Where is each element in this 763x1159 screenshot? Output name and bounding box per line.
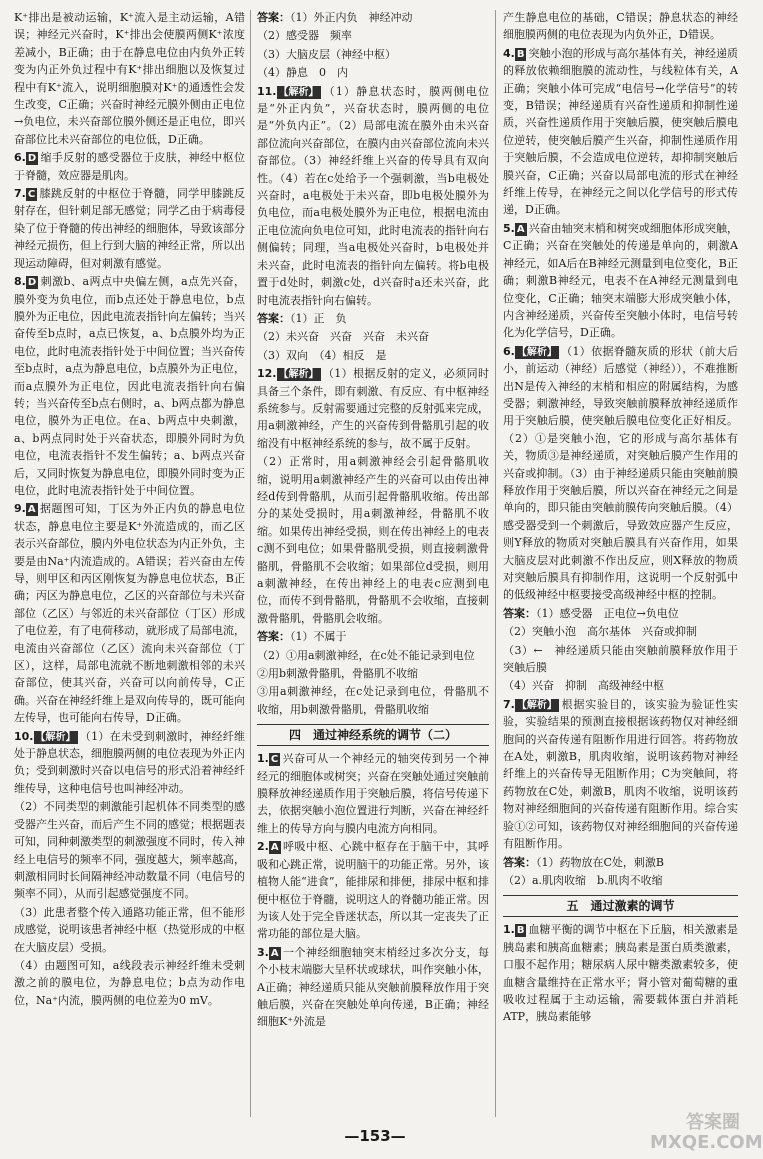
question-number: 12. xyxy=(257,367,277,381)
paragraph: （3）此患者整个传入通路功能正常，但不能形成感觉，说明该患者神经中枢（热觉形成的中枢在大脑皮层）受损。 xyxy=(14,905,245,954)
question-item xyxy=(257,750,489,837)
analysis-badge: 【解析】 xyxy=(278,369,319,381)
paragraph: （2）①用a刺激神经，在c处不能记录到电位 xyxy=(257,648,475,662)
question-item xyxy=(503,854,738,871)
answer-label: 答案： xyxy=(257,311,290,325)
paragraph: （2）正常时，用a刺激神经会引起骨骼肌收缩，说明用a刺激神经产生的兴奋可以由传出神经d传到骨骼肌，从而引起骨骼肌收缩。传出部分的某处受损时，用a刺激神经，骨骼肌不收缩。如果传出神经受损，则在传出神经上的电表c测不到电位；如果骨骼肌受损，则直接刺激骨骼肌，骨骼肌不会收缩；如果部位d受损，则用a刺激神经，在传出神经上的电表c应测到电位，而传不到骨骼肌，骨骼肌不会收缩，直接刺激骨骼肌，骨骼肌会收缩。 xyxy=(257,455,489,625)
question-item xyxy=(14,273,245,499)
explanation-text: 突触小泡的形成与高尔基体有关，神经递质的释放依赖细胞膜的流动性，与线粒体有关，A正确；突触小体可完成“电信号→化学信号”的转变，B错误；神经递质有兴奋性递质和抑制性递质，兴奋性递质作用于突触后膜，使突触后膜电位逆转，使突触后膜产生兴奋，抑制性递质作用于突触后膜，不会造成电位逆转，却抑制突触后膜兴奋，C正确；兴奋以局部电流的形式在神经纤维上传导，在神经元之间以化学信号的形式传递，D正确。 xyxy=(503,46,738,217)
answer-label: 答案： xyxy=(257,11,290,24)
question-number: 5. xyxy=(503,221,515,235)
answer-choice-badge: A xyxy=(516,223,525,235)
question-item xyxy=(14,500,245,726)
paragraph: （4）由题图可知，a线段表示神经纤维未受刺激之前的膜电位，为静息电位；b点为动作电位，Na⁺内流，膜两侧的电位差为0 mV。 xyxy=(14,958,245,1007)
explanation-text: （1）静息状态时，膜两侧电位是“外正内负”，兴奋状态时，膜两侧的电位是“外负内正”。（2）局部电流在膜外由未兴奋部位流向兴奋部位，在膜内由兴奋部位流向未兴奋部位。（3）神经纤维上兴奋的传导具有双向性。（4）若在c处给予一个强刺激，当b电极处兴奋时，a电极处于未兴奋，即b电极处膜外为负电位，而a电极处膜外为正电位，根据电流由正电位流向负电位可知，此时电流表的指针向右侧偏转；同理，当a电极处兴奋时，b电极处并未兴奋，此时电流表的指针向左偏转。将b电极置于d处时，刺激c处，d兴奋时a还未兴奋，此时电流表指针向右偏转。 xyxy=(257,84,489,307)
question-number: 7. xyxy=(503,697,515,711)
explanation-text: 根据实验目的，该实验为验证性实验，实验结果的预测直接根据该药物仅对神经细胞间的兴奋传递有阻断作用进行回答。将药物放在A处，刺激B，肌肉收缩，说明该药物对神经纤维上的兴奋传导无阻断作用；C为突触间，将药物放在C处，刺激B，肌肉不收缩，说明该药物对神经细胞间的兴奋传递有阻断作用。综合实验①②可知，该药物仅对神经细胞间的兴奋传递有阻断作用。 xyxy=(503,697,738,851)
paragraph: （2）a.肌肉收缩 b.肌肉不收缩 xyxy=(503,873,663,887)
question-number: 9. xyxy=(14,502,26,516)
answer-choice-badge: D xyxy=(27,277,37,289)
explanation-text: 膝跳反射的中枢位于脊髓，同学甲膝跳反射存在，但针刺足部无感觉；同学乙由于病毒侵染了位于脊髓的传出神经的细胞体，导致该部分神经元损伤，但上行到大脑的神经正常，所以出现运动障碍，但对刺激有感觉。 xyxy=(14,187,245,270)
paragraph: （3）大脑皮层（神经中枢） xyxy=(257,47,396,61)
explanation-text: （1）在未受到刺激时，神经纤维处于静息状态，细胞膜两侧的电位表现为外正内负；受到刺激时兴奋以电信号的形式沿着神经纤维传导，这种电信号也叫神经冲动。 xyxy=(14,729,245,795)
question-item xyxy=(257,83,489,309)
answer-choice-badge: C xyxy=(27,189,36,201)
answer-choice-badge: D xyxy=(27,153,37,165)
answer-choice-badge: B xyxy=(516,925,525,937)
answer-choice-badge: B xyxy=(516,48,525,60)
paragraph: （3）双向 （4）相反 是 xyxy=(257,348,387,362)
answer-choice-badge: A xyxy=(270,842,279,854)
question-number: 1. xyxy=(503,923,515,937)
paragraph: （2）感受器 频率 xyxy=(257,29,352,43)
page-number: —153— xyxy=(344,1127,406,1145)
question-item xyxy=(503,220,738,342)
question-item xyxy=(257,365,489,452)
answer-choice-badge: C xyxy=(270,754,279,766)
paragraph: （2）突触小泡 高尔基体 兴奋或抑制 xyxy=(503,625,697,639)
analysis-badge: 【解析】 xyxy=(35,731,76,743)
question-number: 6. xyxy=(503,344,515,358)
explanation-text: 呼吸中枢、心跳中枢存在于脑干中，其呼吸和心跳正常，说明脑干的功能正常。另外，该植物人能“进食”，能排尿和排便，排尿中枢和排便中枢位于脊髓，说明这人的脊髓功能正常。因为该人处于完全昏迷状态，所以其一定丧失了正常功能的部位是大脑。 xyxy=(257,840,489,941)
question-number: 10. xyxy=(14,729,34,743)
answer-text: （1）正 负 xyxy=(290,311,347,325)
answer-text: （1）外正内负 神经冲动 xyxy=(290,11,413,24)
question-item xyxy=(257,838,489,942)
question-number: 6. xyxy=(14,151,26,165)
question-item xyxy=(503,921,738,1025)
paragraph: ③用a刺激神经，在c处记录到电位，骨骼肌不收缩，用b刺激骨骼肌，骨骼肌收缩 xyxy=(257,685,489,716)
answer-text: （1）感受器 正电位→负电位 xyxy=(536,606,679,620)
explanation-text: 兴奋由轴突末梢和树突或细胞体形成突触，C正确；兴奋在突触处的传递是单向的，刺激A神经元，如A后在B神经元测量到电位变化，B正确；刺激B神经元，电表不在A神经元测量到电位变化，C正确；轴突末端膨大形成突触小体，内含神经递质，兴奋传至突触小体时，电信号转化为化学信号，D正确。 xyxy=(503,221,738,340)
question-item xyxy=(257,9,489,26)
column-left xyxy=(14,8,245,1120)
answer-text: （1）药物放在C处，刺激B xyxy=(536,855,664,869)
analysis-badge: 【解析】 xyxy=(278,86,319,98)
question-item xyxy=(14,185,245,272)
column-right xyxy=(503,8,738,1120)
answer-choice-badge: A xyxy=(270,947,279,959)
question-number: 4. xyxy=(503,46,515,60)
explanation-text: 缩手反射的感受器位于皮肤，神经中枢位于脊髓，效应器是肌肉。 xyxy=(14,151,245,182)
section-heading: 四 通过神经系统的调节（二） xyxy=(257,724,489,746)
question-item xyxy=(503,45,738,219)
explanation-text: 据题图可知，丁区为外正内负的静息电位状态，静息电位主要是K⁺外流造成的，而乙区表示兴奋部位，膜内外电位状态为内正外负，主要是由Na⁺内流造成的。A错误；若兴奋由左传导，则甲区和丙区刚恢复为静息电位状态，B正确；丙区为静息电位，乙区的兴奋部位与未兴奋部位（乙区）与邻近的未兴奋部位（丁区）形成了电位差，有了电荷移动，就形成了局部电流，电流由兴奋部位（乙区）流向未兴奋部位（丁区），这样，局部电流就不断地刺激相邻的未兴奋部位，使其兴奋，兴奋可以向前传导，C正确。兴奋在神经纤维上是双向传导的，既可能向左传导，也可能向右传导，D正确。 xyxy=(14,502,245,725)
paragraph: （4）兴奋 抑制 高级神经中枢 xyxy=(503,679,664,693)
explanation-text: （1）依据脊髓灰质的形状（前大后小，前运动（神经）后感觉（神经）），不难推断出N是传入神经的末梢和相应的附属结构，为感受器；刺激神经，导致突触前膜释放神经递质作用于突触后膜，使突触后膜电位变化正好相反。（2）①是突触小泡，它的形成与高尔基体有关，物质③是神经递质，对突触后膜产生作用的兴奋或抑制。（3）由于神经递质只能由突触前膜释放作用于突触后膜，所以兴奋在神经元之间是单向的，即只能由突触前膜传向突触后膜。（4）感受器受到一个刺激后，导致效应器产生反应，则Y释放的物质对突触后膜具有兴奋作用，如果大脑皮层对此刺激不作出反应，则X释放的物质对突触后膜具有抑制作用，这说明一个反射弧中的低级神经中枢要接受高级神经中枢的控制。 xyxy=(503,344,738,602)
paragraph: 产生静息电位的基础，C错误；静息状态的神经细胞膜两侧的电位表现为内负外正，D错误。 xyxy=(503,11,738,42)
question-number: 11. xyxy=(257,84,277,98)
answer-text: （1）不属于 xyxy=(290,630,347,644)
paragraph: （2）未兴奋 兴奋 兴奋 未兴奋 xyxy=(257,330,429,344)
paragraph: （4）静息 0 内 xyxy=(257,66,348,80)
question-number: 8. xyxy=(14,275,26,289)
question-item xyxy=(257,944,489,1031)
analysis-badge: 【解析】 xyxy=(516,699,557,711)
column-middle xyxy=(257,8,489,1120)
explanation-text: 一个神经细胞轴突末梢经过多次分支，每个小枝末端膨大呈杯状或球状，叫作突触小体，A正确；神经递质只能从突触前膜释放作用于突触后膜，兴奋在突触处单向传递，B正确；神经细胞K⁺外流是 xyxy=(257,945,489,1029)
question-number: 2. xyxy=(257,840,269,854)
question-item xyxy=(14,149,245,184)
paragraph: （2）不同类型的刺激能引起机体不同类型的感受器产生兴奋，而后产生不同的感觉；根据题表可知，同种刺激类型的刺激强度不同时，传入神经上电信号的频率不同，强度越大，频率越高，刺激相同时长间隔神经冲动数量不同（电信号的频率不同），从而引起感觉强度不同。 xyxy=(14,800,245,901)
question-item xyxy=(503,343,738,604)
question-number: 3. xyxy=(257,945,269,959)
answer-label: 答案： xyxy=(503,855,536,869)
question-item xyxy=(257,628,489,645)
answer-label: 答案： xyxy=(257,630,290,644)
analysis-badge: 【解析】 xyxy=(516,346,557,358)
question-number: 1. xyxy=(257,752,269,766)
paragraph: K⁺排出是被动运输，K⁺流入是主动运输，A错误；神经元兴奋时，K⁺排出会使膜两侧K⁺浓度差减小，B正确；由于在静息电位由内负外正转变为内正外负过程中有K⁺排出细胞以及恢复过程中有K⁺流入，说明细胞膜对K⁺的通透性会发生改变，C正确；兴奋时神经元膜外侧由正电位→负电位，未兴奋部位膜外侧还是正电位，即兴奋部位比未兴奋部位的电位低，D正确。 xyxy=(14,11,245,146)
explanation-text: 血糖平衡的调节中枢在下丘脑，相关激素是胰岛素和胰高血糖素；胰岛素是蛋白质类激素，口服不起作用；糖尿病人尿中糖类激素较多，使血糖含量维持在正常水平；肾小管对葡萄糖的重吸收过程属于主动运输，需要载体蛋白并消耗ATP，胰岛素能够 xyxy=(503,923,738,1024)
question-number: 7. xyxy=(14,187,26,201)
section-heading: 五 通过激素的调节 xyxy=(503,895,738,917)
question-item xyxy=(257,310,489,327)
answer-label: 答案： xyxy=(503,606,536,620)
watermark-logo: 答案圈 MXQE.COM xyxy=(650,1112,763,1153)
explanation-text: （1）根据反射的定义，必须同时具备三个条件，即有刺激、有反应、有中枢神经系统参与。反射需要通过完整的反射弧来完成，用a刺激神经，产生的兴奋传到骨骼肌引起的收缩没有中枢神经系统的参与，故不属于反射。 xyxy=(257,367,489,450)
paragraph: （3）← 神经递质只能由突触前膜释放作用于突触后膜 xyxy=(503,643,738,675)
question-item xyxy=(503,605,738,622)
answer-choice-badge: A xyxy=(27,504,36,516)
question-item xyxy=(503,696,738,853)
paragraph: ②用b刺激骨骼肌，骨骼肌不收缩 xyxy=(257,667,419,681)
explanation-text: 兴奋可从一个神经元的轴突传到另一个神经元的细胞体或树突；兴奋在突触处通过突触前膜释放神经递质作用于突触后膜，将信号传递下去，依据突触小泡位置进行判断，兴奋在神经纤维上的传导方向与膜内电流方向相同。 xyxy=(257,752,489,835)
question-item xyxy=(14,728,245,798)
explanation-text: 刺激b、a两点中央偏左侧，a点先兴奋，膜外变为负电位，而b点还处于静息电位，b点膜外为正电位，因此电流表指针向左偏转；当兴奋传至b点时，a点已恢复，a、b点膜外均为正电位，此时电流表指针处于中间位置；当兴奋传至b点时，a点为静息电位，b点膜外为正电位，而a点膜外为正电位，因此电流表指针向右偏转；当兴奋传至b点右侧时，a、b两点都为静息电位，膜外为正电位。在a、b两点中央刺激，a、b两点同时处于兴奋状态，即膜外同时为负电位，电流表指针不发生偏转；a、b两点兴奋后，又同时恢复为静息电位，即膜外同时变为正电位，此时电流表指针处于中间位置。 xyxy=(14,275,245,497)
